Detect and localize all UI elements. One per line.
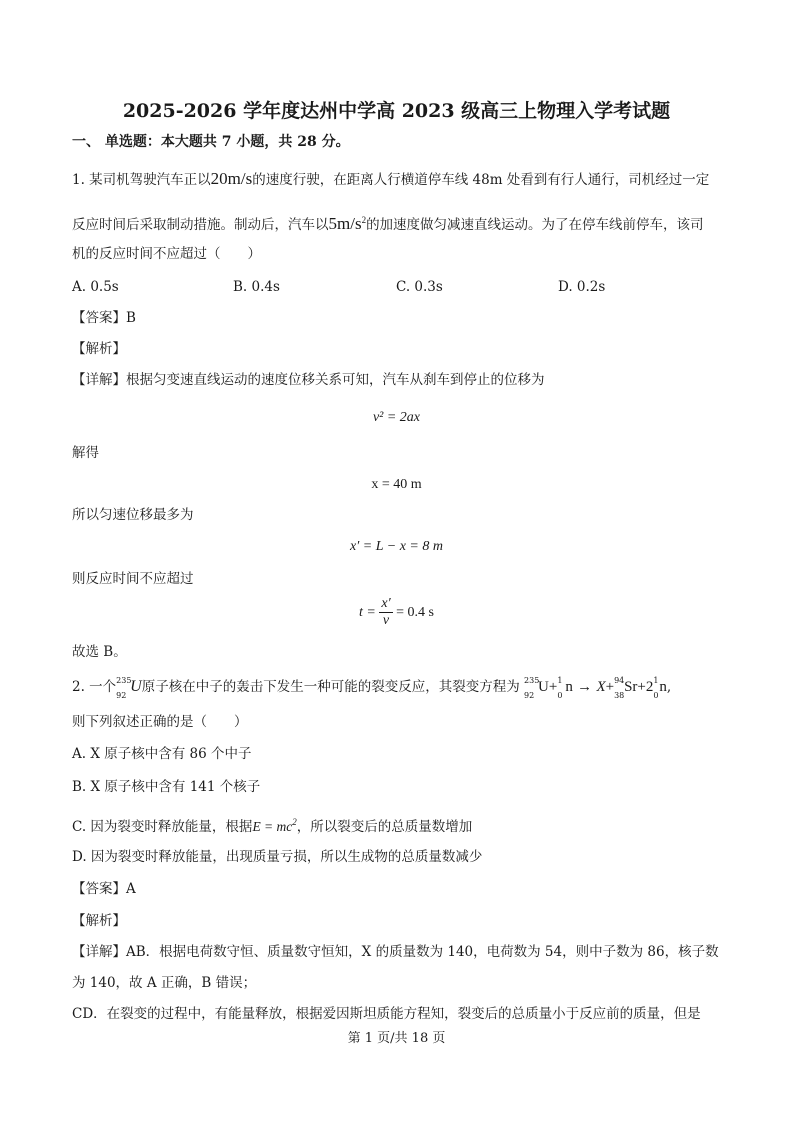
q2-option-c-formula-exp: 2 (292, 817, 297, 827)
q2-option-a: A. X 原子核中含有 86 个中子 (72, 746, 252, 762)
q2-eq-n2: n (659, 679, 667, 695)
q2-eq-plus: + (637, 679, 646, 695)
q2-eq-coef: 2 (645, 679, 654, 695)
q2-uranium-nuclide (116, 676, 130, 700)
q1-choose: 故选 B。 (72, 644, 127, 660)
q2-option-d: D. 因为裂变时释放能量，出现质量亏损，所以生成物的总质量数减少 (72, 849, 483, 865)
q1-text: 1. 某司机驾驶汽车正以 (72, 172, 211, 188)
q2-eq-sr-nuclide (614, 676, 624, 700)
q2-option-c-formula-body: E = mc (252, 819, 293, 834)
q2-detail-1: 【详解】AB．根据电荷数守恒、质量数守恒知，X 的质量数为 140，电荷数为 54，则中子数为 86，核子数 (72, 944, 719, 960)
q2-u-z: 92 (116, 690, 127, 700)
q1-option-a: A. 0.5s (72, 279, 119, 295)
q1-solve-label: 解得 (72, 445, 99, 461)
q2-option-c-text: ，所以裂变后的总质量数增加 (296, 819, 473, 835)
q1-analysis: 【解析】 (72, 341, 126, 357)
q2-detail-3: CD．在裂变的过程中，有能量释放，根据爱因斯坦质能方程知，裂变后的总质量小于反应前的质量，但是 (72, 1006, 701, 1022)
q2-u-mass: 235 (116, 675, 132, 685)
q2-eq-n2-nuclide (653, 676, 659, 700)
q2-text: 原子核在中子的轰击下发生一种可能的裂变反应，其裂变方程为 (141, 679, 520, 695)
q1-option-b: B. 0.4s (233, 279, 280, 295)
q1-eq4-denominator: v (382, 613, 390, 629)
q1-accel-exponent: 2 (361, 215, 367, 225)
q2-answer: 【答案】A (72, 881, 136, 897)
q2-analysis: 【解析】 (72, 913, 126, 929)
q2-eq-n2-z: 0 (653, 690, 659, 700)
q1-line-1 (72, 170, 709, 189)
q2-eq-n: n (565, 679, 573, 695)
q2-eq-u-z: 92 (524, 690, 535, 700)
q1-equation-2: x = 40 m (371, 477, 422, 492)
q1-so-label: 所以匀速位移最多为 (72, 507, 194, 523)
q2-eq-u-nuclide (524, 676, 538, 700)
q2-eq-n2-mass: 1 (653, 675, 659, 685)
q2-option-b: B. X 原子核中含有 141 个核子 (72, 779, 261, 795)
q2-eq-u-mass: 235 (524, 675, 540, 685)
q2-option-c-formula (252, 819, 296, 834)
q2-eq-sr: Sr (624, 679, 638, 695)
q2-eq-sr-z: 38 (614, 690, 625, 700)
q2-detail-2: 为 140，故 A 正确，B 错误； (72, 975, 257, 991)
q1-option-c: C. 0.3s (396, 279, 443, 295)
q1-then-label: 则反应时间不应超过 (72, 571, 194, 587)
q2-eq-sr-mass: 94 (614, 675, 625, 685)
page-footer: 第 1 页/共 18 页 (347, 1031, 446, 1046)
q2-eq-x: X (596, 679, 606, 695)
q2-eq-plus: + (605, 679, 615, 695)
q1-equation-4 (0, 596, 793, 630)
q2-u-symbol: U (130, 678, 142, 695)
q1-accel (329, 214, 367, 233)
q1-speed: 20m/s (210, 169, 253, 188)
q2-line-1 (72, 675, 671, 700)
q1-equation-1: v² = 2ax (372, 410, 421, 425)
q2-eq-plus: + (548, 679, 558, 695)
document-title: 2025-2026 学年度达州中学高 2023 级高三上物理入学考试题 (122, 100, 671, 122)
q1-eq4-rhs: = 0.4 s (396, 605, 434, 620)
q1-text: 的速度行驶，在距离人行横道停车线 48m 处看到有行人通行，司机经过一定 (252, 172, 710, 188)
q1-eq4-lhs: t = (359, 605, 376, 620)
q2-eq-n-nuclide (557, 676, 565, 700)
q2-option-c (72, 813, 472, 836)
q1-option-d: D. 0.2s (558, 279, 606, 295)
q1-text: 反应时间后采取制动措施。制动后，汽车以 (72, 217, 329, 233)
q1-line-3: 机的反应时间不应超过（ ） (72, 246, 261, 262)
q1-accel-value: 5m/s (328, 214, 362, 233)
q1-equation-3: x′ = L − x = 8 m (350, 539, 443, 554)
q1-eq4-numerator: x′ (381, 596, 391, 612)
q1-eq4-fraction (379, 596, 392, 629)
q2-eq-arrow: → (577, 679, 593, 695)
section-heading: 一、 单选题：本大题共 7 小题，共 28 分。 (72, 134, 350, 150)
q2-eq-n-z: 0 (557, 690, 563, 700)
q2-eq-u: U (538, 679, 549, 695)
q2-eq-n-mass: 1 (557, 675, 563, 685)
q1-detail: 【详解】根据匀变速直线运动的速度位移关系可知，汽车从刹车到停止的位移为 (72, 372, 545, 388)
q2-eq-tail: , (666, 679, 672, 695)
q1-text: 的加速度做匀减速直线运动。为了在停车线前停车，该司 (366, 217, 704, 233)
q2-line-2: 则下列叙述正确的是（ ） (72, 714, 248, 730)
q2-option-c-text: C. 因为裂变时释放能量，根据 (72, 819, 253, 835)
q1-line-2 (72, 211, 704, 234)
q2-text: 2. 一个 (72, 679, 117, 695)
q1-answer: 【答案】B (72, 310, 136, 326)
